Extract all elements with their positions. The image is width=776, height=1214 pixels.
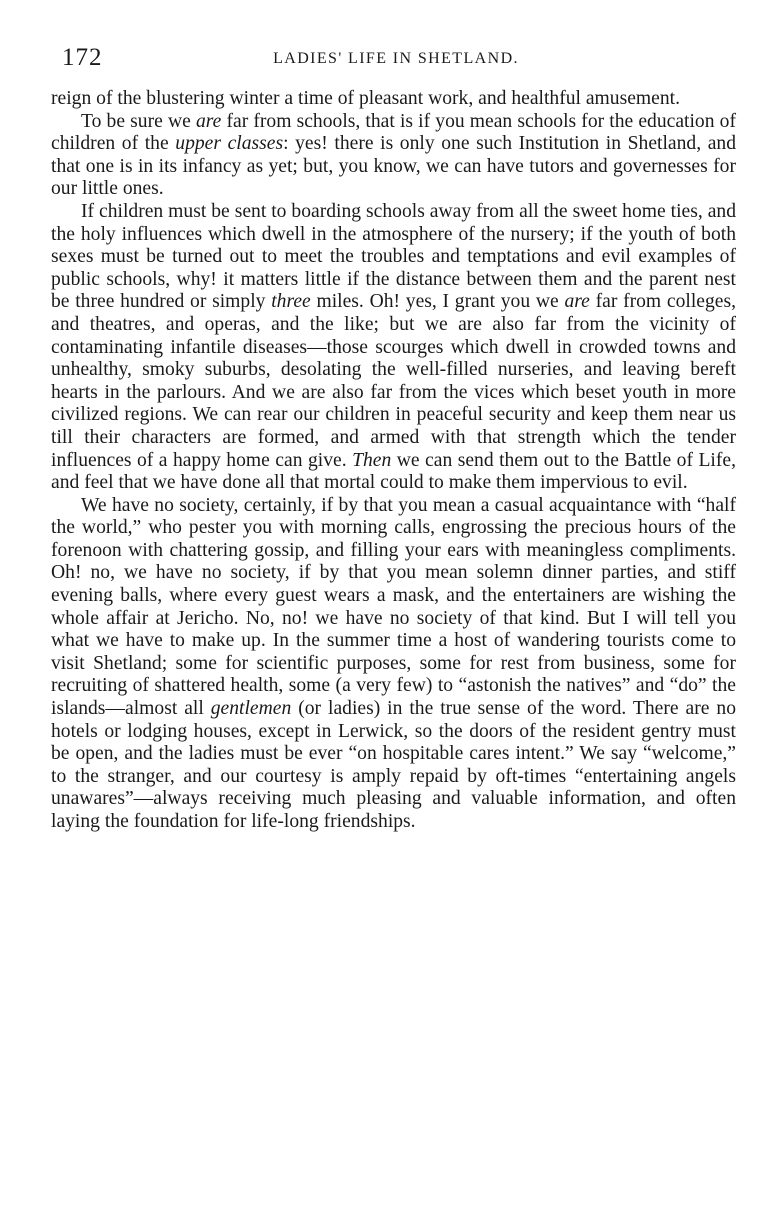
paragraph-1 [51,88,736,111]
paragraph-4 [51,495,736,834]
italic-text: are [564,291,590,313]
italic-text: are [195,110,222,132]
italic-text: three [271,291,311,313]
page-header [62,44,730,74]
running-head: LADIES' LIFE IN SHETLAND. [273,50,519,67]
page-number: 172 [62,44,103,71]
text-run: If children must be sent to boarding schools away from all the sweet home ties, and the holy influences which dwell in the atmosphere of the nursery; if the youth of both sexes must be turned out to meet the troubles and temptations and evil examples of public schools, why! it matters little if the distance between them and the parent nest be three hundred or simply [51,200,736,313]
italic-text: upper classes [175,133,284,155]
text-run: reign of the blustering winter a time of pleasant work, and healthful amusement. [51,88,680,109]
text-run: far from colleges, and theatres, and operas, and the like; but we are also far from the vicinity of contaminating infantile diseases—those scourges which dwell in crowded towns and unhealthy, smoky suburbs, desolating the well-filled nurseries, and leaving bereft hearts in the parlours. And we are also far from the vices which beset youth in more civilized regions. We can rear our children in peaceful security and keep them near us till their characters are formed, and armed with that strength which the tender influences of a happy home can give. [51,291,737,471]
text-run: (or ladies) in the true sense of the word. There are no hotels or lodging houses, except in Lerwick, so the doors of the resident gentry must be open, and the ladies must be ever “on hospitable cares intent.” We say “welcome,” to the stranger, and our courtesy is amply repaid by oft-times “entertaining angels unawares”—always receiving much pleasing and valuable information, and often laying the foundation for life-long friendships. [51,698,736,832]
text-run: miles. Oh! yes, I grant you we [310,291,565,313]
paragraph-2 [51,111,736,201]
paragraph-3 [51,201,736,495]
italic-text: Then [352,449,392,471]
text-run: far from schools, that is if you mean schools for the education of children of the [51,110,736,155]
text-run: : yes! there is only one such Institution in Shetland, and that one is in its infancy as yet; but, you know, we can have tutors and governesses for our little ones. [51,133,736,200]
italic-text: gentlemen [210,698,292,720]
body-text [51,88,736,834]
text-run: We have no society, certainly, if by that you mean a casual acquaintance with “half the world,” who pester you with morning calls, engrossing the precious hours of the forenoon with chattering gossip, and filling your ears with meaningless compliments. Oh! no, we have no society, if by that you mean solemn dinner parties, and stiff evening balls, where every guest wears a mask, and the entertainers are wishing the whole affair at Jericho. No, no! we have no society of that kind. But I will tell you what we have to make up. In the summer time a host of wandering tourists come to visit Shetland; some for scientific purposes, some for rest from business, some for recruiting of shattered health, some (a very few) to “astonish the natives” and “do” the islands—almost all [51,494,736,720]
text-run: To be sure we [81,110,196,132]
text-run: we can send them out to the Battle of Life, and feel that we have done all that mortal could to make them impervious to evil. [51,449,736,494]
